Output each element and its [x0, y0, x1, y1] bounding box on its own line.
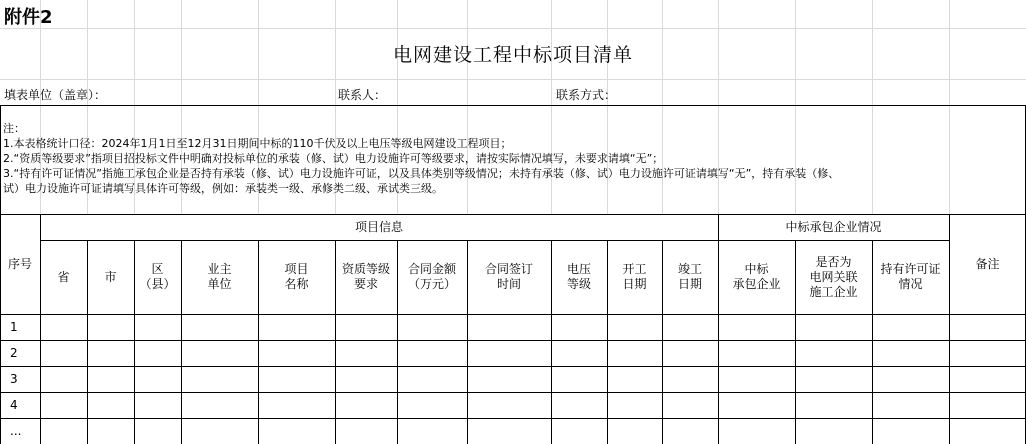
col-header-project: 项目 名称	[284, 262, 309, 291]
note-line: 2.“资质等级要求”指项目招投标文件中明确对投标单位的承装（修、试）电力设施许可等级要求，请按实际情况填写，未要求请填“无”；	[3, 152, 664, 165]
col-header-project: 电压 等级	[566, 262, 591, 291]
note-line: 3.“持有许可证情况”指施工承包企业是否持有承装（修、试）电力设施许可证，以及具体类别等级情况；未持有承装（修、试）电力设施许可证请填写“无”，持有承装（修、	[3, 167, 840, 180]
col-header-seq: 序号	[7, 256, 32, 271]
col-header-project: 区 （县）	[139, 262, 176, 291]
attachment-label: 附件2	[4, 7, 53, 28]
row-number: ...	[10, 423, 22, 438]
col-header-remarks: 备注	[975, 256, 1000, 271]
row-number: 3	[10, 371, 18, 386]
grid-hline	[0, 28, 1026, 29]
table-border	[0, 105, 1026, 106]
col-header-project: 合同签订 时间	[484, 262, 533, 291]
col-header-project: 业主 单位	[207, 262, 232, 291]
grid-hline	[0, 79, 1026, 80]
page-title: 电网建设工程中标项目清单	[392, 44, 633, 66]
filling-unit-label: 填表单位（盖章）：	[4, 88, 107, 102]
group-header-contractor: 中标承包企业情况	[785, 219, 882, 234]
note-line: 1.本表格统计口径：2024年1月1日至12月31日期间中标的110千伏及以上电压等级电网建设工程项目；	[3, 137, 512, 150]
col-header-contractor: 持有许可证 情况	[880, 262, 941, 291]
group-header-project: 项目信息	[354, 219, 403, 234]
notes-block	[3, 121, 839, 196]
col-header-project: 竣工 日期	[677, 262, 702, 291]
col-header-contractor: 中标 承包企业	[732, 262, 781, 291]
col-header-project: 合同金额 （万元）	[407, 262, 456, 291]
col-header-project: 省	[57, 269, 70, 284]
contact-person-label: 联系人：	[338, 88, 387, 102]
row-number: 1	[10, 319, 18, 334]
col-header-project: 资质等级 要求	[341, 262, 390, 291]
col-header-contractor: 是否为 电网关联 施工企业	[809, 254, 858, 299]
col-header-project: 市	[104, 269, 117, 284]
row-number: 4	[10, 397, 18, 412]
col-header-project: 开工 日期	[622, 262, 647, 291]
row-number: 2	[10, 345, 18, 360]
note-line: 试）电力设施许可证请填写具体许可等级，例如：承装类一级、承修类二级、承试类三级。	[3, 182, 443, 195]
contact-method-label: 联系方式：	[556, 88, 617, 102]
note-line: 注：	[3, 122, 25, 135]
